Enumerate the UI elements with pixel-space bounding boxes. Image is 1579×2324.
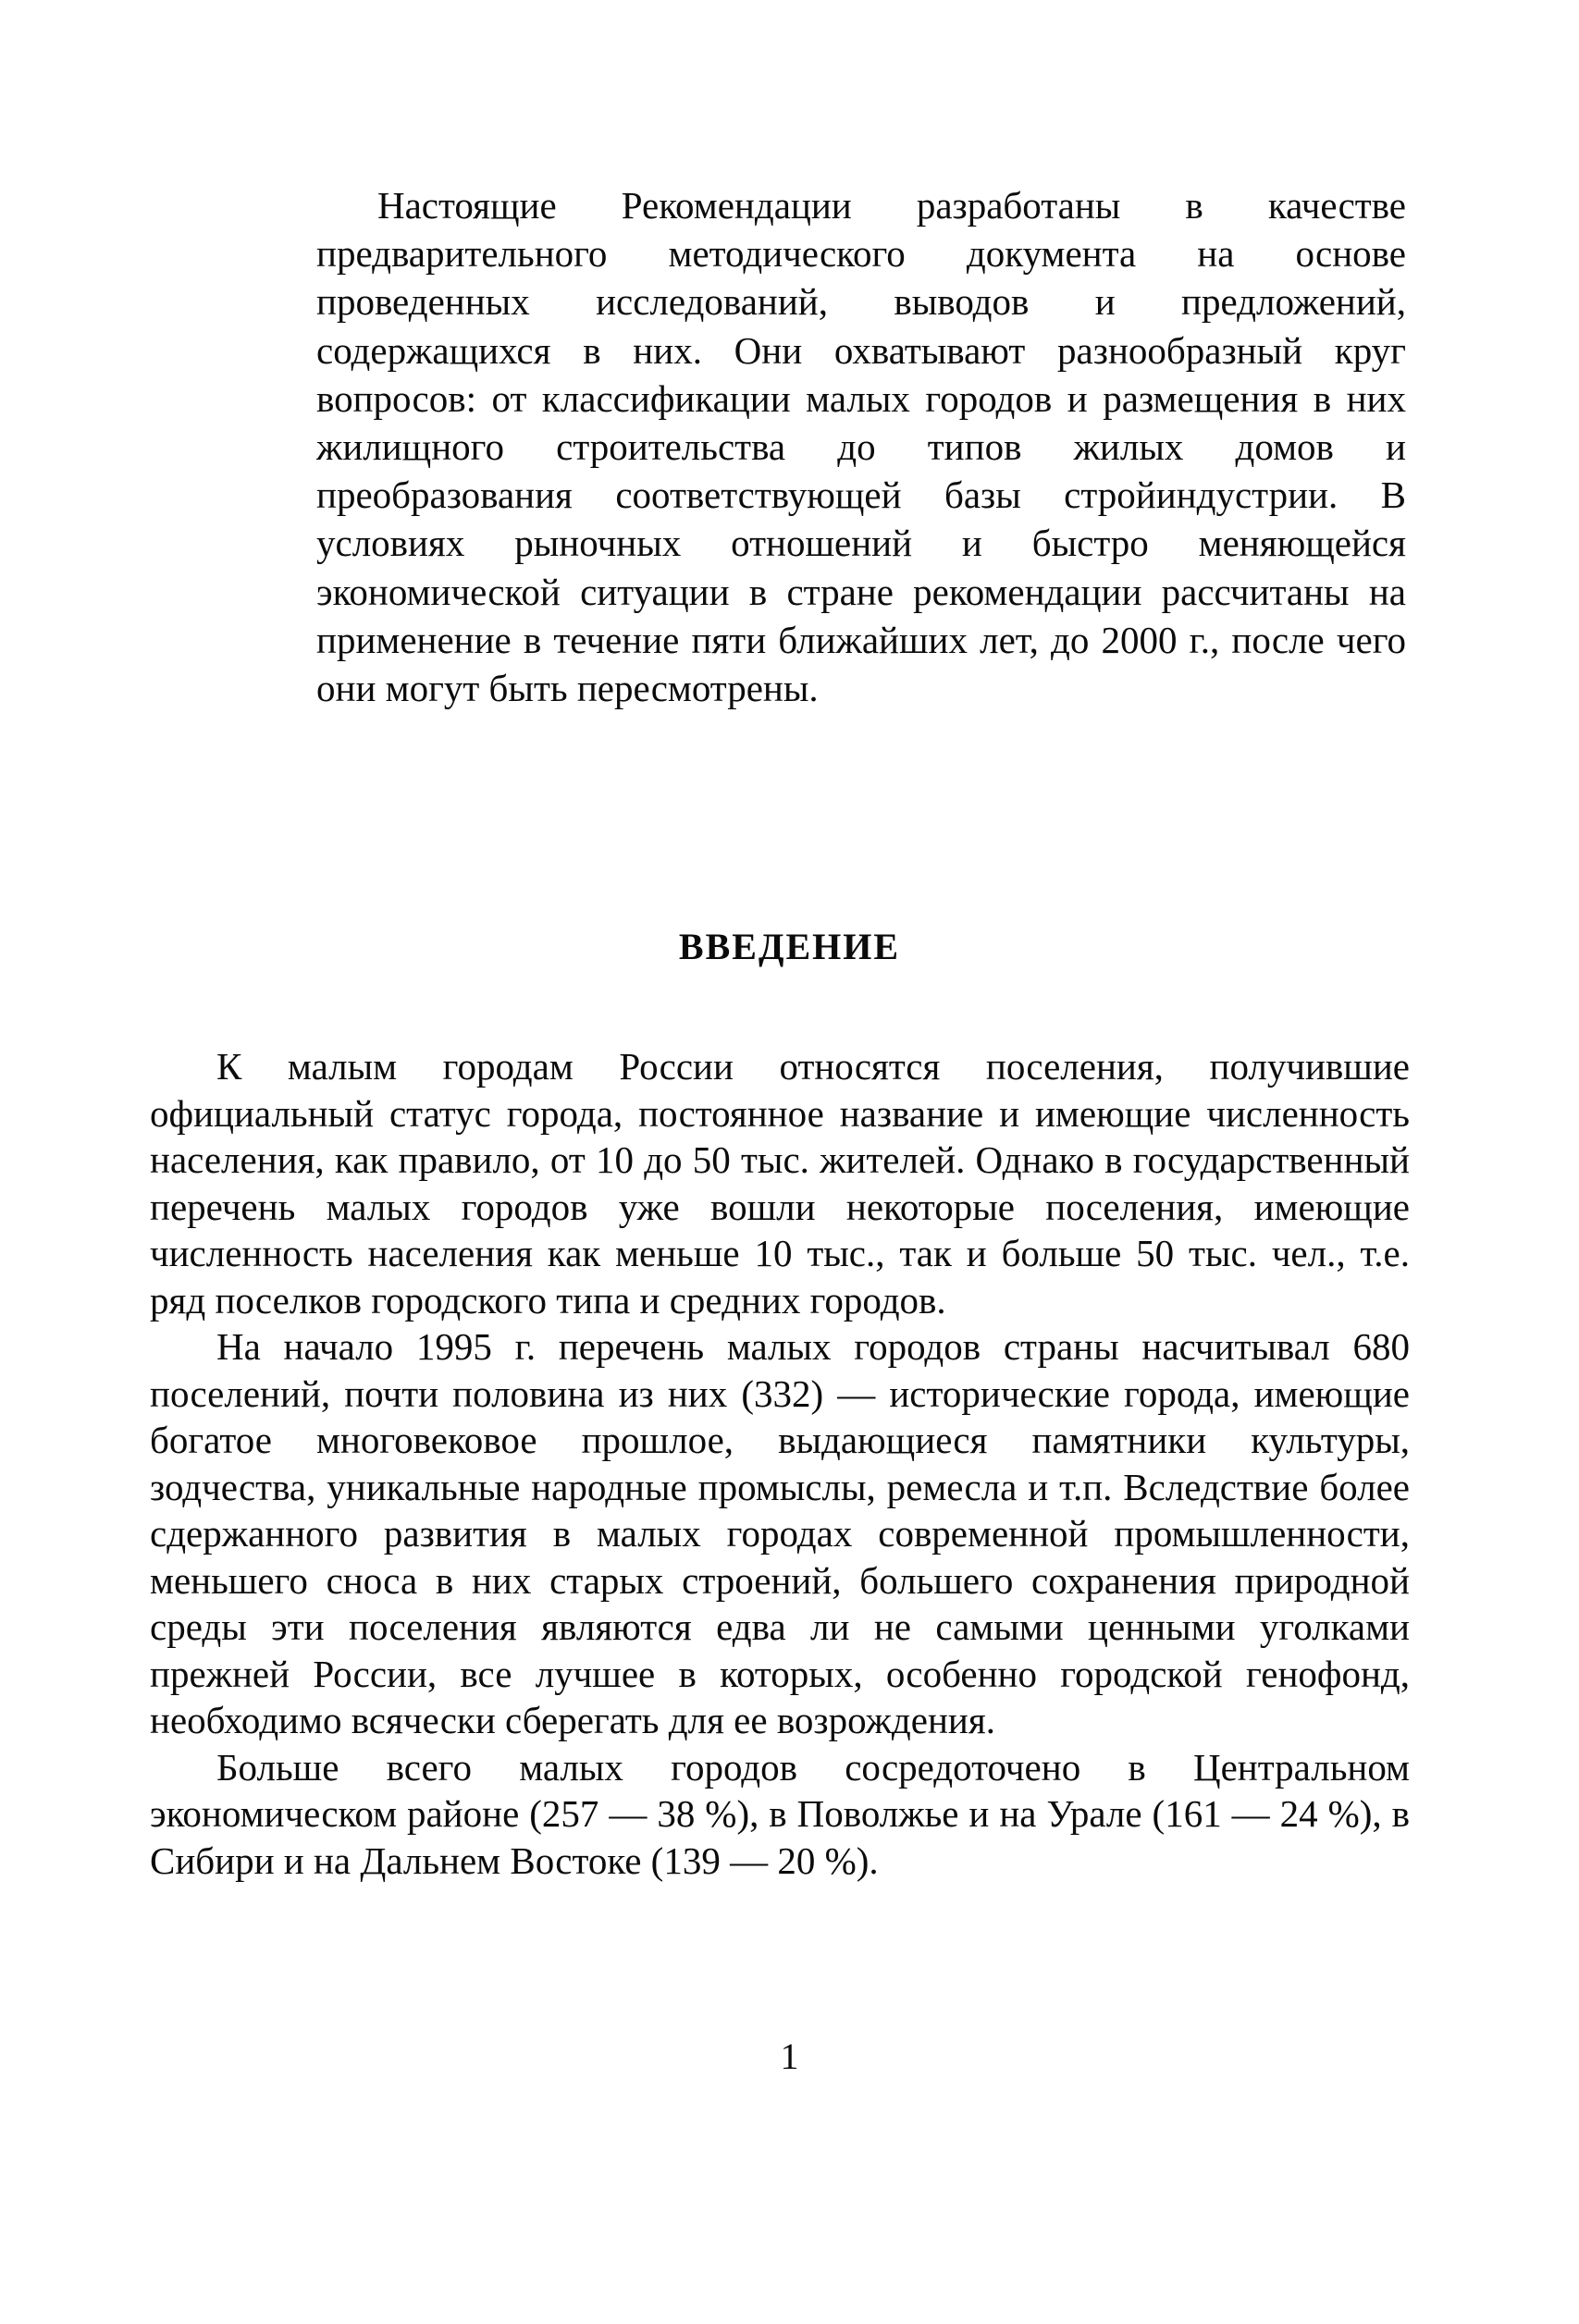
body-paragraph-3: Больше всего малых городов сосредоточено в Центральном экономическом районе (257 — 38 %), в Поволжье и на Урале (161 — 24 %), в Сибири и на Дальнем Востоке (139 — 20 %).: [150, 1745, 1410, 1882]
page-number: 1: [780, 2035, 799, 2077]
body-paragraph-1: К малым городам России относятся поселения, получившие официальный статус города, постоянное название и имеющие численность населения, как правило, от 10 до 50 тыс. жителей. Однако в государственный перечень малых городов уже вошли некоторые поселения, имеющие численность населения как меньше 10 тыс., так и больше 50 тыс. чел., т.е. ряд поселков городского типа и средних городов.: [150, 1045, 1410, 1322]
section-heading: ВВЕДЕНИЕ: [678, 926, 901, 967]
body-paragraph-2: На начало 1995 г. перечень малых городов страны насчитывал 680 поселений, почти половина из них (332) — исторические города, имеющие богатое многовековое прошлое, выдающиеся памятники культуры, зодчества, уникальные народные промыслы, ремесла и т.п. Вследствие более сдержанного развития в малых городах современной промышленности, меньшего сноса в них старых строений, большего сохранения природной среды эти поселения являются едва ли не самыми ценными уголками прежней России, все лучшее в которых, особенно городской генофонд, необходимо всячески сберегать для ее возрождения.: [150, 1325, 1410, 1741]
section-body: [150, 1043, 1410, 1884]
preface-paragraph: Настоящие Рекомендации разработаны в качестве предварительного методического документа на основе проведенных исследований, выводов и предложений, содержащихся в них. Они охватывают разнообразный круг вопросов: от классификации малых городов и размещения в них жилищного строительства до типов жилых домов и преобразования соответствующей базы стройиндустрии. В условиях рыночных отношений и быстро меняющейся экономической ситуации в стране рекомендации рассчитаны на применение в течение пяти ближайших лет, до 2000 г., после чего они могут быть пересмотрены.: [316, 184, 1406, 710]
